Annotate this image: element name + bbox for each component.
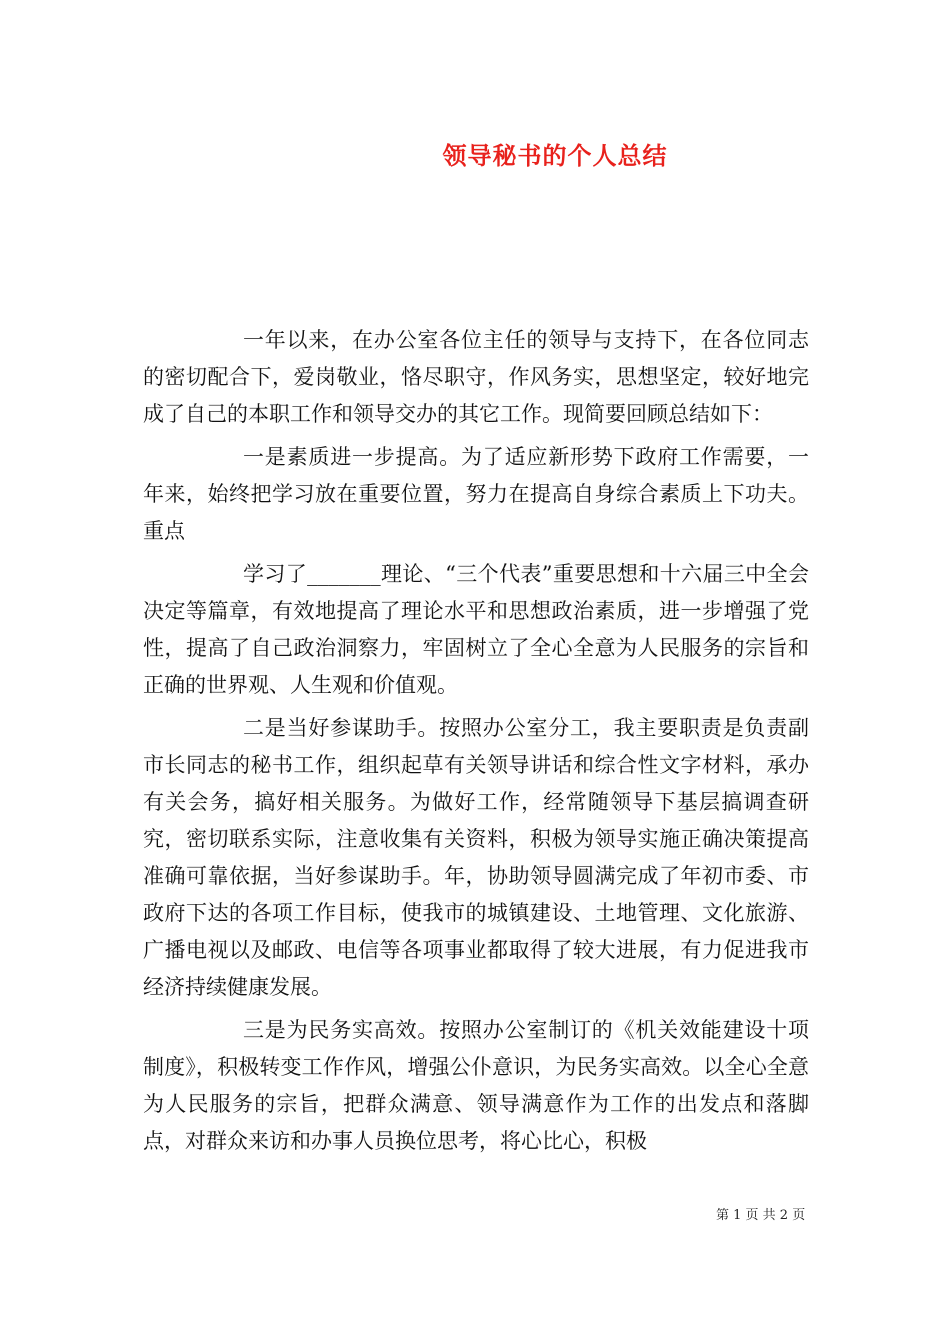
document-body	[143, 322, 809, 1166]
document-title: 领导秘书的个人总结	[442, 141, 668, 170]
page-number-footer: 第 1 页 共 2 页	[716, 1208, 806, 1223]
paragraph-efficiency: 三是为民务实高效。按照办公室制订的《机关效能建设十项制度》，积极转变工作作风，增强公仆意识，为民务实高效。以全心全意为人民服务的宗旨，把群众满意、领导满意作为工作的出发点和落脚点，对群众来访和办事人员换位思考，将心比心，积极	[143, 1018, 809, 1153]
paragraph-intro: 一年以来，在办公室各位主任的领导与支持下，在各位同志的密切配合下，爱岗敬业，恪尽职守，作风务实，思想坚定，较好地完成了自己的本职工作和领导交办的其它工作。现简要回顾总结如下：	[143, 328, 809, 426]
paragraph-advisor: 二是当好参谋助手。按照办公室分工，我主要职责是负责副市长同志的秘书工作，组织起草有关领导讲话和综合性文字材料，承办有关会务，搞好相关服务。为做好工作，经常随领导下基层搞调查研究，密切联系实际，注意收集有关资料，积极为领导实施正确决策提高准确可靠依据，当好参谋助手。年，协助领导圆满完成了年初市委、市政府下达的各项工作目标，使我市的城镇建设、土地管理、文化旅游、广播电视以及邮政、电信等各项事业都取得了较大进展，有力促进我市经济持续健康发展。	[143, 716, 809, 999]
paragraph-quality: 一是素质进一步提高。为了适应新形势下政府工作需要，一年来，始终把学习放在重要位置，努力在提高自身综合素质上下功夫。重点	[143, 445, 809, 543]
paragraph-study: 学习了_______理论、“三个代表”重要思想和十六届三中全会决定等篇章，有效地提高了理论水平和思想政治素质，进一步增强了党性，提高了自己政治洞察力，牢固树立了全心全意为人民服务的宗旨和正确的世界观、人生观和价值观。	[143, 562, 809, 697]
